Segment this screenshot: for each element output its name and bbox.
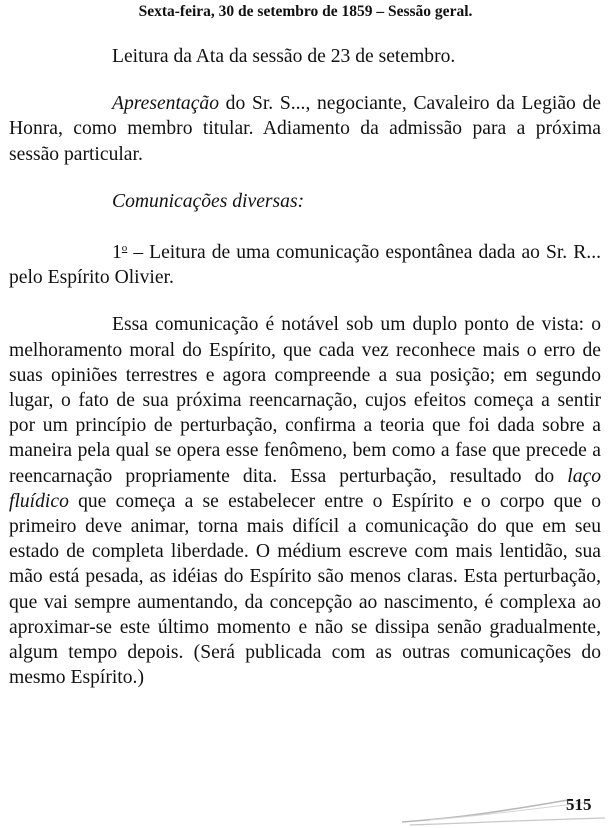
presentation-text: do Sr. S..., negociante, Cavaleiro da Legião de Honra, como membro titular. Adiamento da admissão para a próxima sessão particular. — [9, 93, 601, 165]
paragraph-presentation — [9, 91, 601, 167]
commentary-italic-term: laço fluídico — [9, 465, 601, 512]
paragraph-communications-heading — [9, 189, 601, 214]
commentary-text-b: que começa a se estabelecer entre o Espírito e o corpo que o primeiro deve animar, torna mais difícil a comunicação do que em seu estado de completa liberdade. O médium escreve com mais lentidão, sua mão está pesada, as idéias do Espírito são menos claras. Esta perturbação, que vai sempre aumentando, da concepção ao nascimento, é complexa ao aproximar-se este último momento e não se dissipa senão gradualmente, algum tempo depois. (Será publicada com as outras comunicações do mesmo Espírito.) — [9, 490, 601, 689]
item-number: 1 — [112, 242, 122, 264]
session-heading: Sexta-feira, 30 de setembro de 1859 – Sessão geral. — [138, 3, 473, 20]
paragraph-commentary — [9, 312, 601, 690]
minutes-reading-text: Leitura da Ata da sessão de 23 de setembro. — [112, 46, 456, 67]
commentary-text-a: Essa comunicação é notável sob um duplo ponto de vista: o melhoramento moral do Espírito, que cada vez reconhece mais o erro de suas opiniões terrestres e agora compreende a sua posição; em segundo lugar, o fato de sua próxima reencarnação, cujos efeitos começa a sentir por um princípio de perturbação, confirma a teoria que foi dada sobre a maneira pela qual se opera esse fenômeno, bem como a fase que precede a reencarnação propriamente dita. Essa perturbação, resultado do — [9, 314, 601, 487]
item-1-text: – Leitura de uma comunicação espontânea dada ao Sr. R... pelo Espírito Olivier. — [9, 242, 601, 289]
paragraph-minutes-reading — [9, 44, 601, 69]
body-text — [9, 44, 601, 690]
communications-heading: Comunicações diversas: — [112, 190, 305, 212]
item-ordinal — [112, 242, 127, 263]
paragraph-item-1 — [9, 236, 601, 290]
ordinal-indicator: o — [121, 242, 128, 255]
presentation-label: Apresentação — [112, 93, 220, 115]
page-number: 515 — [566, 795, 592, 814]
